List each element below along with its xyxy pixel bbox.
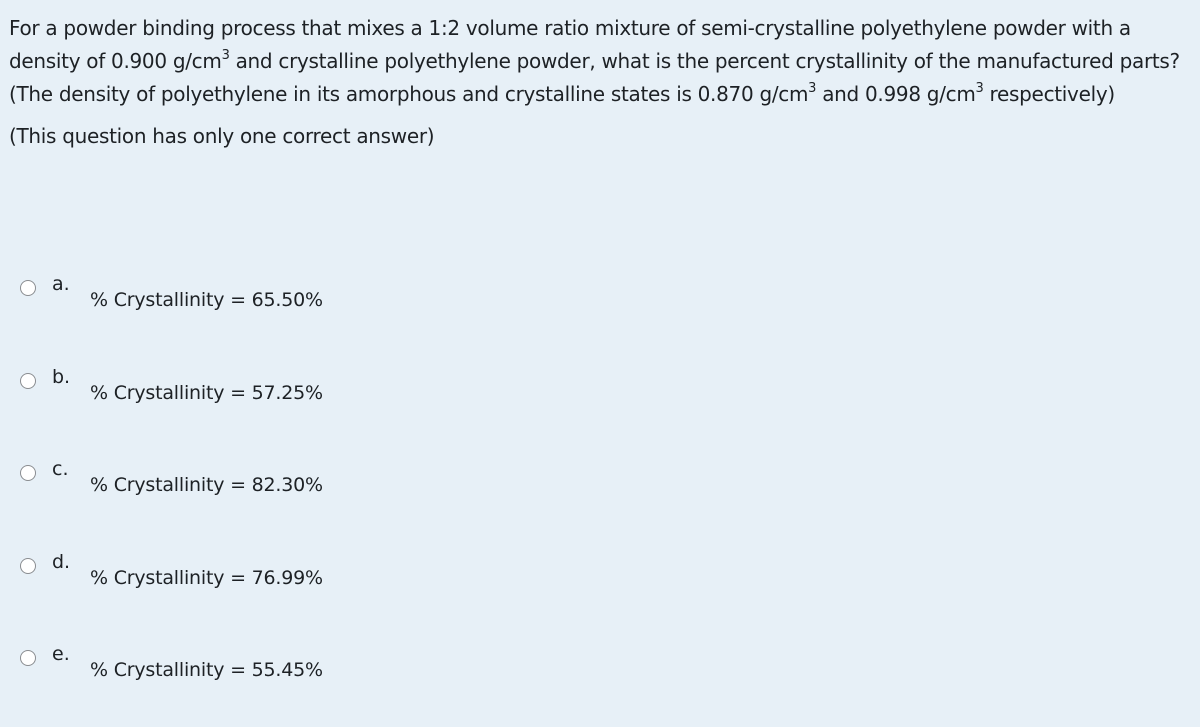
option-letter-b[interactable]: b. [52, 366, 71, 388]
superscript-3: 3 [975, 81, 984, 97]
answer-option-d[interactable] [0, 551, 1200, 618]
question-hint: (This question has only one correct answer) [9, 124, 435, 148]
question-text [9, 12, 1189, 111]
answer-option-c[interactable] [0, 458, 1200, 525]
question-text-part-4: respectively) [983, 82, 1115, 106]
option-letter-a[interactable]: a. [52, 273, 70, 295]
option-text-c[interactable]: % Crystallinity = 82.30% [90, 474, 323, 496]
radio-button-e[interactable] [20, 650, 36, 666]
option-letter-d[interactable]: d. [52, 551, 71, 573]
answer-option-e[interactable] [0, 643, 1200, 710]
answer-option-b[interactable] [0, 366, 1200, 433]
radio-button-d[interactable] [20, 558, 36, 574]
radio-button-a[interactable] [20, 280, 36, 296]
option-text-b[interactable]: % Crystallinity = 57.25% [90, 382, 323, 404]
question-text-part-2: and crystalline polyethylene powder, what is the percent crystallinity of the manufactured parts? (The density of polyethylene in its amorphous and crystalline states is 0.870 g/cm [9, 49, 1180, 106]
superscript-3: 3 [221, 48, 230, 64]
superscript-3: 3 [808, 81, 817, 97]
option-letter-e[interactable]: e. [52, 643, 70, 665]
question-text-part-3: and 0.998 g/cm [816, 82, 976, 106]
radio-button-c[interactable] [20, 465, 36, 481]
answer-option-a[interactable] [0, 273, 1200, 340]
question-text-part-1: For a powder binding process that mixes a 1:2 volume ratio mixture of semi-crystalline polyethylene powder with a density of 0.900 g/cm [9, 16, 1131, 73]
option-text-a[interactable]: % Crystallinity = 65.50% [90, 289, 323, 311]
option-text-d[interactable]: % Crystallinity = 76.99% [90, 567, 323, 589]
option-letter-c[interactable]: c. [52, 458, 69, 480]
radio-button-b[interactable] [20, 373, 36, 389]
option-text-e[interactable]: % Crystallinity = 55.45% [90, 659, 323, 681]
